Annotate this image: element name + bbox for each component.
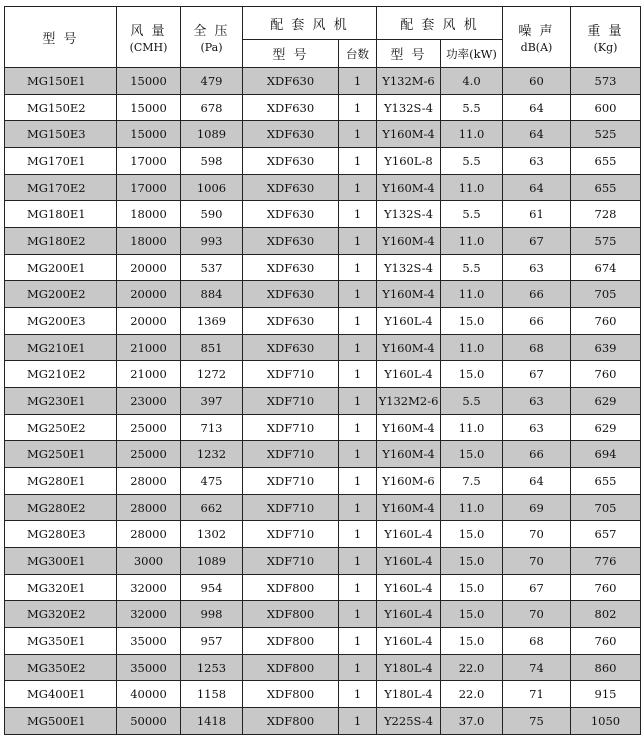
motor-power-cell: 15.0 <box>441 308 503 335</box>
weight-cell: 860 <box>571 654 641 681</box>
model-cell: MG250E1 <box>5 441 117 468</box>
weight-cell: 760 <box>571 361 641 388</box>
motor-model-cell: Y160M-4 <box>377 281 441 308</box>
noise-cell: 68 <box>503 334 571 361</box>
pressure-cell: 957 <box>181 628 243 655</box>
table-row <box>5 388 641 415</box>
motor-model-cell: Y180L-4 <box>377 654 441 681</box>
motor-power-cell: 5.5 <box>441 94 503 121</box>
pressure-cell: 713 <box>181 414 243 441</box>
fan-model-cell: XDF710 <box>243 388 339 415</box>
fan-qty-cell: 1 <box>339 254 377 281</box>
motor-power-cell: 5.5 <box>441 388 503 415</box>
table-row <box>5 361 641 388</box>
motor-model-cell: Y160M-6 <box>377 468 441 495</box>
pressure-cell: 993 <box>181 228 243 255</box>
fan-model-cell: XDF710 <box>243 548 339 575</box>
noise-cell: 68 <box>503 628 571 655</box>
fan-model-cell: XDF710 <box>243 521 339 548</box>
airflow-cell: 35000 <box>117 628 181 655</box>
motor-power-cell: 15.0 <box>441 521 503 548</box>
noise-cell: 66 <box>503 281 571 308</box>
noise-cell: 63 <box>503 388 571 415</box>
model-cell: MG150E3 <box>5 121 117 148</box>
model-cell: MG280E2 <box>5 494 117 521</box>
fan-qty-cell: 1 <box>339 94 377 121</box>
noise-cell: 69 <box>503 494 571 521</box>
motor-model-cell: Y132S-4 <box>377 94 441 121</box>
fan-model-cell: XDF710 <box>243 414 339 441</box>
model-cell: MG210E2 <box>5 361 117 388</box>
motor-model-cell: Y160L-4 <box>377 548 441 575</box>
pressure-cell: 397 <box>181 388 243 415</box>
model-cell: MG150E2 <box>5 94 117 121</box>
pressure-cell: 1272 <box>181 361 243 388</box>
noise-cell: 64 <box>503 468 571 495</box>
airflow-cell: 20000 <box>117 254 181 281</box>
motor-power-cell: 11.0 <box>441 334 503 361</box>
header-pressure-label: 全 压 <box>193 24 230 39</box>
motor-model-cell: Y180L-4 <box>377 681 441 708</box>
header-fan-group: 配 套 风 机 <box>243 7 377 40</box>
motor-power-cell: 15.0 <box>441 574 503 601</box>
pressure-cell: 884 <box>181 281 243 308</box>
weight-cell: 629 <box>571 388 641 415</box>
table-row <box>5 574 641 601</box>
table-row <box>5 334 641 361</box>
fan-qty-cell: 1 <box>339 548 377 575</box>
airflow-cell: 20000 <box>117 308 181 335</box>
weight-cell: 655 <box>571 468 641 495</box>
airflow-cell: 28000 <box>117 494 181 521</box>
fan-model-cell: XDF630 <box>243 281 339 308</box>
airflow-cell: 3000 <box>117 548 181 575</box>
fan-model-cell: XDF800 <box>243 628 339 655</box>
airflow-cell: 25000 <box>117 441 181 468</box>
model-cell: MG320E1 <box>5 574 117 601</box>
noise-cell: 63 <box>503 148 571 175</box>
table-row <box>5 654 641 681</box>
header-noise-unit: dB(A) <box>520 41 553 54</box>
noise-cell: 74 <box>503 654 571 681</box>
airflow-cell: 32000 <box>117 574 181 601</box>
weight-cell: 776 <box>571 548 641 575</box>
motor-model-cell: Y160M-4 <box>377 494 441 521</box>
table-row <box>5 548 641 575</box>
pressure-cell: 475 <box>181 468 243 495</box>
model-cell: MG280E1 <box>5 468 117 495</box>
fan-qty-cell: 1 <box>339 601 377 628</box>
table-row <box>5 414 641 441</box>
header-fan-model: 型 号 <box>243 40 339 68</box>
motor-model-cell: Y132S-4 <box>377 254 441 281</box>
motor-model-cell: Y160M-4 <box>377 121 441 148</box>
motor-model-cell: Y160M-4 <box>377 174 441 201</box>
fan-model-cell: XDF630 <box>243 148 339 175</box>
model-cell: MG300E1 <box>5 548 117 575</box>
motor-model-cell: Y160L-4 <box>377 628 441 655</box>
fan-qty-cell: 1 <box>339 121 377 148</box>
table-body <box>5 68 641 735</box>
noise-cell: 60 <box>503 68 571 95</box>
weight-cell: 728 <box>571 201 641 228</box>
pressure-cell: 1253 <box>181 654 243 681</box>
fan-model-cell: XDF800 <box>243 681 339 708</box>
motor-model-cell: Y160L-4 <box>377 574 441 601</box>
model-cell: MG200E3 <box>5 308 117 335</box>
model-cell: MG180E2 <box>5 228 117 255</box>
weight-cell: 705 <box>571 281 641 308</box>
fan-model-cell: XDF630 <box>243 228 339 255</box>
pressure-cell: 598 <box>181 148 243 175</box>
table-row <box>5 121 641 148</box>
motor-model-cell: Y132S-4 <box>377 201 441 228</box>
motor-model-cell: Y160L-4 <box>377 521 441 548</box>
motor-power-cell: 15.0 <box>441 441 503 468</box>
fan-qty-cell: 1 <box>339 148 377 175</box>
motor-power-cell: 5.5 <box>441 201 503 228</box>
fan-model-cell: XDF630 <box>243 121 339 148</box>
airflow-cell: 50000 <box>117 708 181 735</box>
fan-qty-cell: 1 <box>339 494 377 521</box>
weight-cell: 760 <box>571 628 641 655</box>
pressure-cell: 1369 <box>181 308 243 335</box>
table-row <box>5 174 641 201</box>
model-cell: MG350E2 <box>5 654 117 681</box>
table-row <box>5 201 641 228</box>
fan-model-cell: XDF800 <box>243 601 339 628</box>
fan-qty-cell: 1 <box>339 334 377 361</box>
airflow-cell: 15000 <box>117 121 181 148</box>
motor-model-cell: Y160M-4 <box>377 228 441 255</box>
fan-qty-cell: 1 <box>339 654 377 681</box>
fan-model-cell: XDF630 <box>243 334 339 361</box>
fan-qty-cell: 1 <box>339 708 377 735</box>
model-cell: MG170E1 <box>5 148 117 175</box>
header-noise-label: 噪 声 <box>518 24 555 39</box>
motor-model-cell: Y132M2-6 <box>377 388 441 415</box>
fan-qty-cell: 1 <box>339 361 377 388</box>
weight-cell: 915 <box>571 681 641 708</box>
motor-power-cell: 11.0 <box>441 174 503 201</box>
motor-power-cell: 11.0 <box>441 121 503 148</box>
airflow-cell: 28000 <box>117 468 181 495</box>
motor-model-cell: Y225S-4 <box>377 708 441 735</box>
noise-cell: 63 <box>503 254 571 281</box>
model-cell: MG400E1 <box>5 681 117 708</box>
fan-model-cell: XDF630 <box>243 201 339 228</box>
model-cell: MG500E1 <box>5 708 117 735</box>
model-cell: MG170E2 <box>5 174 117 201</box>
weight-cell: 674 <box>571 254 641 281</box>
noise-cell: 70 <box>503 601 571 628</box>
header-airflow-unit: (CMH) <box>129 41 168 54</box>
motor-model-cell: Y160M-4 <box>377 334 441 361</box>
model-cell: MG320E2 <box>5 601 117 628</box>
fan-model-cell: XDF800 <box>243 708 339 735</box>
motor-power-cell: 11.0 <box>441 494 503 521</box>
airflow-cell: 17000 <box>117 174 181 201</box>
motor-power-cell: 22.0 <box>441 654 503 681</box>
table-row <box>5 281 641 308</box>
fan-model-cell: XDF710 <box>243 361 339 388</box>
motor-model-cell: Y132M-6 <box>377 68 441 95</box>
header-pressure-unit: (Pa) <box>200 41 223 54</box>
fan-model-cell: XDF710 <box>243 441 339 468</box>
airflow-cell: 28000 <box>117 521 181 548</box>
noise-cell: 67 <box>503 228 571 255</box>
pressure-cell: 678 <box>181 94 243 121</box>
motor-power-cell: 11.0 <box>441 228 503 255</box>
model-cell: MG180E1 <box>5 201 117 228</box>
noise-cell: 70 <box>503 548 571 575</box>
fan-qty-cell: 1 <box>339 68 377 95</box>
pressure-cell: 851 <box>181 334 243 361</box>
header-motor-model: 型 号 <box>377 40 441 68</box>
noise-cell: 66 <box>503 441 571 468</box>
motor-power-cell: 11.0 <box>441 281 503 308</box>
table-row <box>5 521 641 548</box>
airflow-cell: 21000 <box>117 334 181 361</box>
fan-model-cell: XDF630 <box>243 174 339 201</box>
fan-qty-cell: 1 <box>339 174 377 201</box>
airflow-cell: 15000 <box>117 94 181 121</box>
table-row <box>5 681 641 708</box>
table-row <box>5 708 641 735</box>
model-cell: MG200E2 <box>5 281 117 308</box>
table-row <box>5 68 641 95</box>
weight-cell: 629 <box>571 414 641 441</box>
airflow-cell: 25000 <box>117 414 181 441</box>
weight-cell: 657 <box>571 521 641 548</box>
table-row <box>5 254 641 281</box>
airflow-cell: 35000 <box>117 654 181 681</box>
motor-model-cell: Y160M-4 <box>377 414 441 441</box>
weight-cell: 525 <box>571 121 641 148</box>
fan-model-cell: XDF710 <box>243 494 339 521</box>
fan-qty-cell: 1 <box>339 468 377 495</box>
table-row <box>5 468 641 495</box>
weight-cell: 694 <box>571 441 641 468</box>
table-row <box>5 494 641 521</box>
fan-qty-cell: 1 <box>339 628 377 655</box>
noise-cell: 67 <box>503 361 571 388</box>
pressure-cell: 1089 <box>181 121 243 148</box>
table-row <box>5 94 641 121</box>
header-weight <box>571 7 641 68</box>
table-row <box>5 601 641 628</box>
motor-power-cell: 11.0 <box>441 414 503 441</box>
noise-cell: 67 <box>503 574 571 601</box>
airflow-cell: 21000 <box>117 361 181 388</box>
airflow-cell: 17000 <box>117 148 181 175</box>
fan-qty-cell: 1 <box>339 201 377 228</box>
motor-model-cell: Y160L-8 <box>377 148 441 175</box>
weight-cell: 802 <box>571 601 641 628</box>
pressure-cell: 1089 <box>181 548 243 575</box>
pressure-cell: 1418 <box>181 708 243 735</box>
header-motor-power: 功率(kW) <box>441 40 503 68</box>
pressure-cell: 1302 <box>181 521 243 548</box>
spec-table <box>4 6 641 735</box>
motor-model-cell: Y160L-4 <box>377 361 441 388</box>
header-airflow <box>117 7 181 68</box>
weight-cell: 655 <box>571 174 641 201</box>
fan-qty-cell: 1 <box>339 521 377 548</box>
weight-cell: 760 <box>571 308 641 335</box>
weight-cell: 575 <box>571 228 641 255</box>
pressure-cell: 1232 <box>181 441 243 468</box>
motor-power-cell: 15.0 <box>441 361 503 388</box>
airflow-cell: 32000 <box>117 601 181 628</box>
motor-power-cell: 15.0 <box>441 628 503 655</box>
header-pressure <box>181 7 243 68</box>
airflow-cell: 15000 <box>117 68 181 95</box>
model-cell: MG350E1 <box>5 628 117 655</box>
noise-cell: 75 <box>503 708 571 735</box>
model-cell: MG150E1 <box>5 68 117 95</box>
header-fan-qty: 台数 <box>339 40 377 68</box>
weight-cell: 639 <box>571 334 641 361</box>
model-cell: MG200E1 <box>5 254 117 281</box>
fan-qty-cell: 1 <box>339 281 377 308</box>
fan-qty-cell: 1 <box>339 574 377 601</box>
header-model: 型 号 <box>5 7 117 68</box>
fan-qty-cell: 1 <box>339 228 377 255</box>
weight-cell: 655 <box>571 148 641 175</box>
pressure-cell: 998 <box>181 601 243 628</box>
motor-model-cell: Y160L-4 <box>377 308 441 335</box>
fan-model-cell: XDF800 <box>243 654 339 681</box>
table-row <box>5 148 641 175</box>
fan-qty-cell: 1 <box>339 441 377 468</box>
pressure-cell: 662 <box>181 494 243 521</box>
motor-model-cell: Y160L-4 <box>377 601 441 628</box>
header-airflow-label: 风 量 <box>130 24 167 39</box>
fan-model-cell: XDF630 <box>243 308 339 335</box>
motor-power-cell: 15.0 <box>441 601 503 628</box>
fan-model-cell: XDF630 <box>243 254 339 281</box>
fan-model-cell: XDF630 <box>243 94 339 121</box>
airflow-cell: 18000 <box>117 201 181 228</box>
noise-cell: 61 <box>503 201 571 228</box>
fan-model-cell: XDF630 <box>243 68 339 95</box>
pressure-cell: 479 <box>181 68 243 95</box>
airflow-cell: 20000 <box>117 281 181 308</box>
pressure-cell: 1006 <box>181 174 243 201</box>
table-row <box>5 441 641 468</box>
motor-power-cell: 15.0 <box>441 548 503 575</box>
motor-power-cell: 7.5 <box>441 468 503 495</box>
motor-power-cell: 5.5 <box>441 148 503 175</box>
model-cell: MG230E1 <box>5 388 117 415</box>
table-row <box>5 228 641 255</box>
noise-cell: 70 <box>503 521 571 548</box>
fan-qty-cell: 1 <box>339 414 377 441</box>
weight-cell: 760 <box>571 574 641 601</box>
weight-cell: 705 <box>571 494 641 521</box>
noise-cell: 66 <box>503 308 571 335</box>
table-row <box>5 308 641 335</box>
fan-qty-cell: 1 <box>339 681 377 708</box>
weight-cell: 573 <box>571 68 641 95</box>
motor-power-cell: 37.0 <box>441 708 503 735</box>
model-cell: MG250E2 <box>5 414 117 441</box>
header-weight-unit: (Kg) <box>593 41 618 54</box>
table-header <box>5 7 641 68</box>
fan-qty-cell: 1 <box>339 388 377 415</box>
airflow-cell: 40000 <box>117 681 181 708</box>
noise-cell: 64 <box>503 174 571 201</box>
motor-model-cell: Y160M-4 <box>377 441 441 468</box>
motor-power-cell: 4.0 <box>441 68 503 95</box>
pressure-cell: 1158 <box>181 681 243 708</box>
weight-cell: 1050 <box>571 708 641 735</box>
fan-model-cell: XDF800 <box>243 574 339 601</box>
pressure-cell: 537 <box>181 254 243 281</box>
table-row <box>5 628 641 655</box>
header-noise <box>503 7 571 68</box>
model-cell: MG280E3 <box>5 521 117 548</box>
header-motor-group: 配 套 风 机 <box>377 7 503 40</box>
noise-cell: 63 <box>503 414 571 441</box>
model-cell: MG210E1 <box>5 334 117 361</box>
pressure-cell: 954 <box>181 574 243 601</box>
noise-cell: 64 <box>503 94 571 121</box>
pressure-cell: 590 <box>181 201 243 228</box>
airflow-cell: 23000 <box>117 388 181 415</box>
noise-cell: 64 <box>503 121 571 148</box>
motor-power-cell: 5.5 <box>441 254 503 281</box>
weight-cell: 600 <box>571 94 641 121</box>
motor-power-cell: 22.0 <box>441 681 503 708</box>
fan-model-cell: XDF710 <box>243 468 339 495</box>
airflow-cell: 18000 <box>117 228 181 255</box>
noise-cell: 71 <box>503 681 571 708</box>
fan-qty-cell: 1 <box>339 308 377 335</box>
header-weight-label: 重 量 <box>587 24 624 39</box>
